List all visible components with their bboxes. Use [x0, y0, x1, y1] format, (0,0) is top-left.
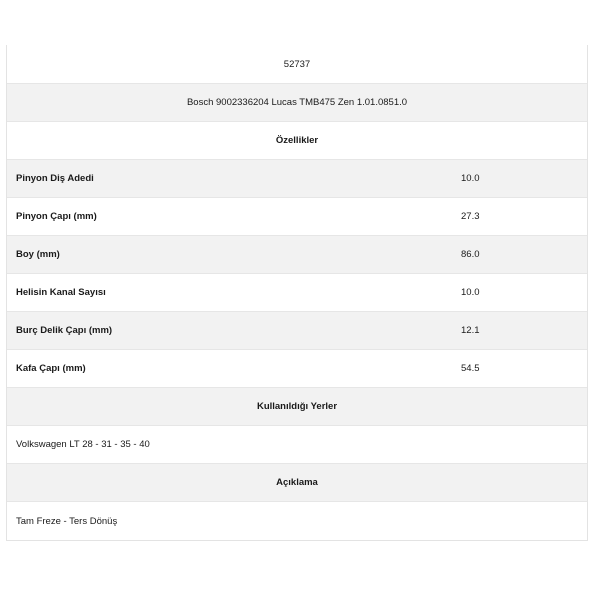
specs-header-row: [7, 122, 587, 160]
cross-reference-row: [7, 84, 587, 122]
usage-header: Kullanıldığı Yerler: [256, 401, 338, 412]
part-number-row: [7, 45, 587, 84]
description-row: [7, 502, 587, 540]
spec-value: 86.0: [461, 249, 480, 260]
spec-value: 54.5: [461, 363, 480, 374]
usage-text: Volkswagen LT 28 - 31 - 35 - 40: [16, 439, 150, 450]
spec-row: [7, 198, 587, 236]
product-spec-table: [6, 45, 588, 541]
part-number: 52737: [283, 58, 311, 70]
spec-label: Pinyon Diş Adedi: [16, 173, 94, 184]
usage-header-row: [7, 388, 587, 426]
spec-label: Helisin Kanal Sayısı: [16, 287, 106, 298]
spec-row: [7, 160, 587, 198]
spec-row: [7, 236, 587, 274]
spec-label: Kafa Çapı (mm): [16, 363, 86, 374]
spec-label: Pinyon Çapı (mm): [16, 211, 97, 222]
spec-value: 10.0: [461, 173, 480, 184]
spec-row: [7, 274, 587, 312]
spec-row: [7, 312, 587, 350]
specs-header: Özellikler: [275, 135, 319, 146]
usage-row: [7, 426, 587, 464]
spec-label: Burç Delik Çapı (mm): [16, 325, 113, 336]
spec-value: 10.0: [461, 287, 480, 298]
description-header-row: [7, 464, 587, 502]
description-header: Açıklama: [276, 477, 318, 488]
spec-label: Boy (mm): [16, 249, 60, 260]
spec-value: 12.1: [461, 325, 480, 336]
spec-row: [7, 350, 587, 388]
description-text: Tam Freze - Ters Dönüş: [16, 515, 118, 527]
cross-references: Bosch 9002336204 Lucas TMB475 Zen 1.01.0851.0: [186, 97, 408, 108]
spec-value: 27.3: [461, 211, 480, 222]
